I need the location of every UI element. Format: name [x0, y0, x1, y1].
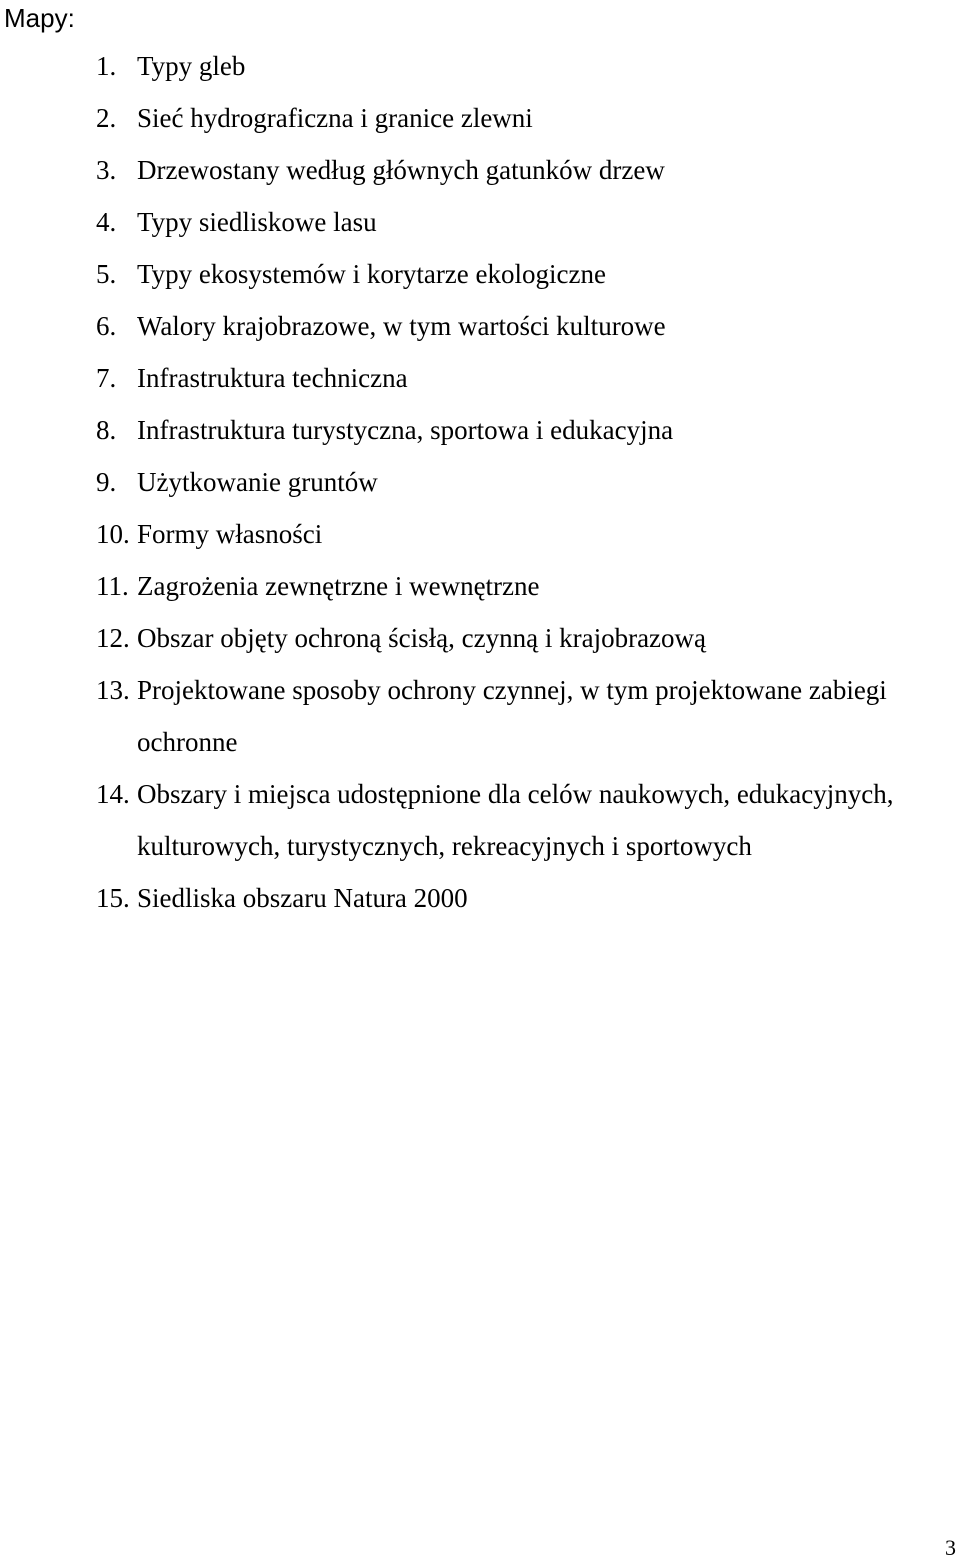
- item-number: 9.: [96, 467, 117, 497]
- list-item: [0, 92, 960, 144]
- item-text: Obszary i miejsca udostępnione dla celów naukowych, edukacyjnych, kulturowych, turystycznych, rekreacyjnych i sportowych: [137, 779, 894, 861]
- item-text: Użytkowanie gruntów: [137, 467, 378, 497]
- list-item: [0, 560, 960, 612]
- item-text: Walory krajobrazowe, w tym wartości kulturowe: [137, 311, 666, 341]
- list-item: [0, 768, 960, 872]
- item-number: 3.: [96, 155, 117, 185]
- item-text: Siedliska obszaru Natura 2000: [137, 883, 468, 913]
- list-item: [0, 40, 960, 92]
- item-number: 11.: [96, 571, 129, 601]
- list-item: [0, 872, 960, 924]
- item-number: 6.: [96, 311, 117, 341]
- list-item: [0, 456, 960, 508]
- list-item: [0, 300, 960, 352]
- item-number: 13.: [96, 675, 130, 705]
- list-item: [0, 248, 960, 300]
- item-number: 5.: [96, 259, 117, 289]
- item-number: 12.: [96, 623, 130, 653]
- item-text: Infrastruktura turystyczna, sportowa i edukacyjna: [137, 415, 674, 445]
- item-number: 10.: [96, 519, 130, 549]
- list-item: [0, 508, 960, 560]
- item-text: Projektowane sposoby ochrony czynnej, w tym projektowane zabiegi ochronne: [137, 675, 887, 757]
- item-text: Drzewostany według głównych gatunków drzew: [137, 155, 665, 185]
- item-text: Sieć hydrograficzna i granice zlewni: [137, 103, 533, 133]
- item-number: 2.: [96, 103, 117, 133]
- list-item: [0, 404, 960, 456]
- item-text: Zagrożenia zewnętrzne i wewnętrzne: [137, 571, 540, 601]
- page-heading: Mapy:: [4, 3, 75, 33]
- page-number: 3: [945, 1535, 956, 1560]
- item-text: Infrastruktura techniczna: [137, 363, 408, 393]
- item-text: Typy siedliskowe lasu: [137, 207, 377, 237]
- item-text: Formy własności: [137, 519, 323, 549]
- list-item: [0, 196, 960, 248]
- item-number: 14.: [96, 779, 130, 809]
- item-text: Typy gleb: [137, 51, 246, 81]
- list-item: [0, 352, 960, 404]
- item-text: Typy ekosystemów i korytarze ekologiczne: [137, 259, 606, 289]
- item-number: 4.: [96, 207, 117, 237]
- item-number: 1.: [96, 51, 117, 81]
- list-item: [0, 144, 960, 196]
- item-number: 7.: [96, 363, 117, 393]
- item-number: 15.: [96, 883, 130, 913]
- list-item: [0, 664, 960, 768]
- maps-list: [0, 40, 960, 924]
- list-item: [0, 612, 960, 664]
- item-text: Obszar objęty ochroną ścisłą, czynną i krajobrazową: [137, 623, 707, 653]
- item-number: 8.: [96, 415, 117, 445]
